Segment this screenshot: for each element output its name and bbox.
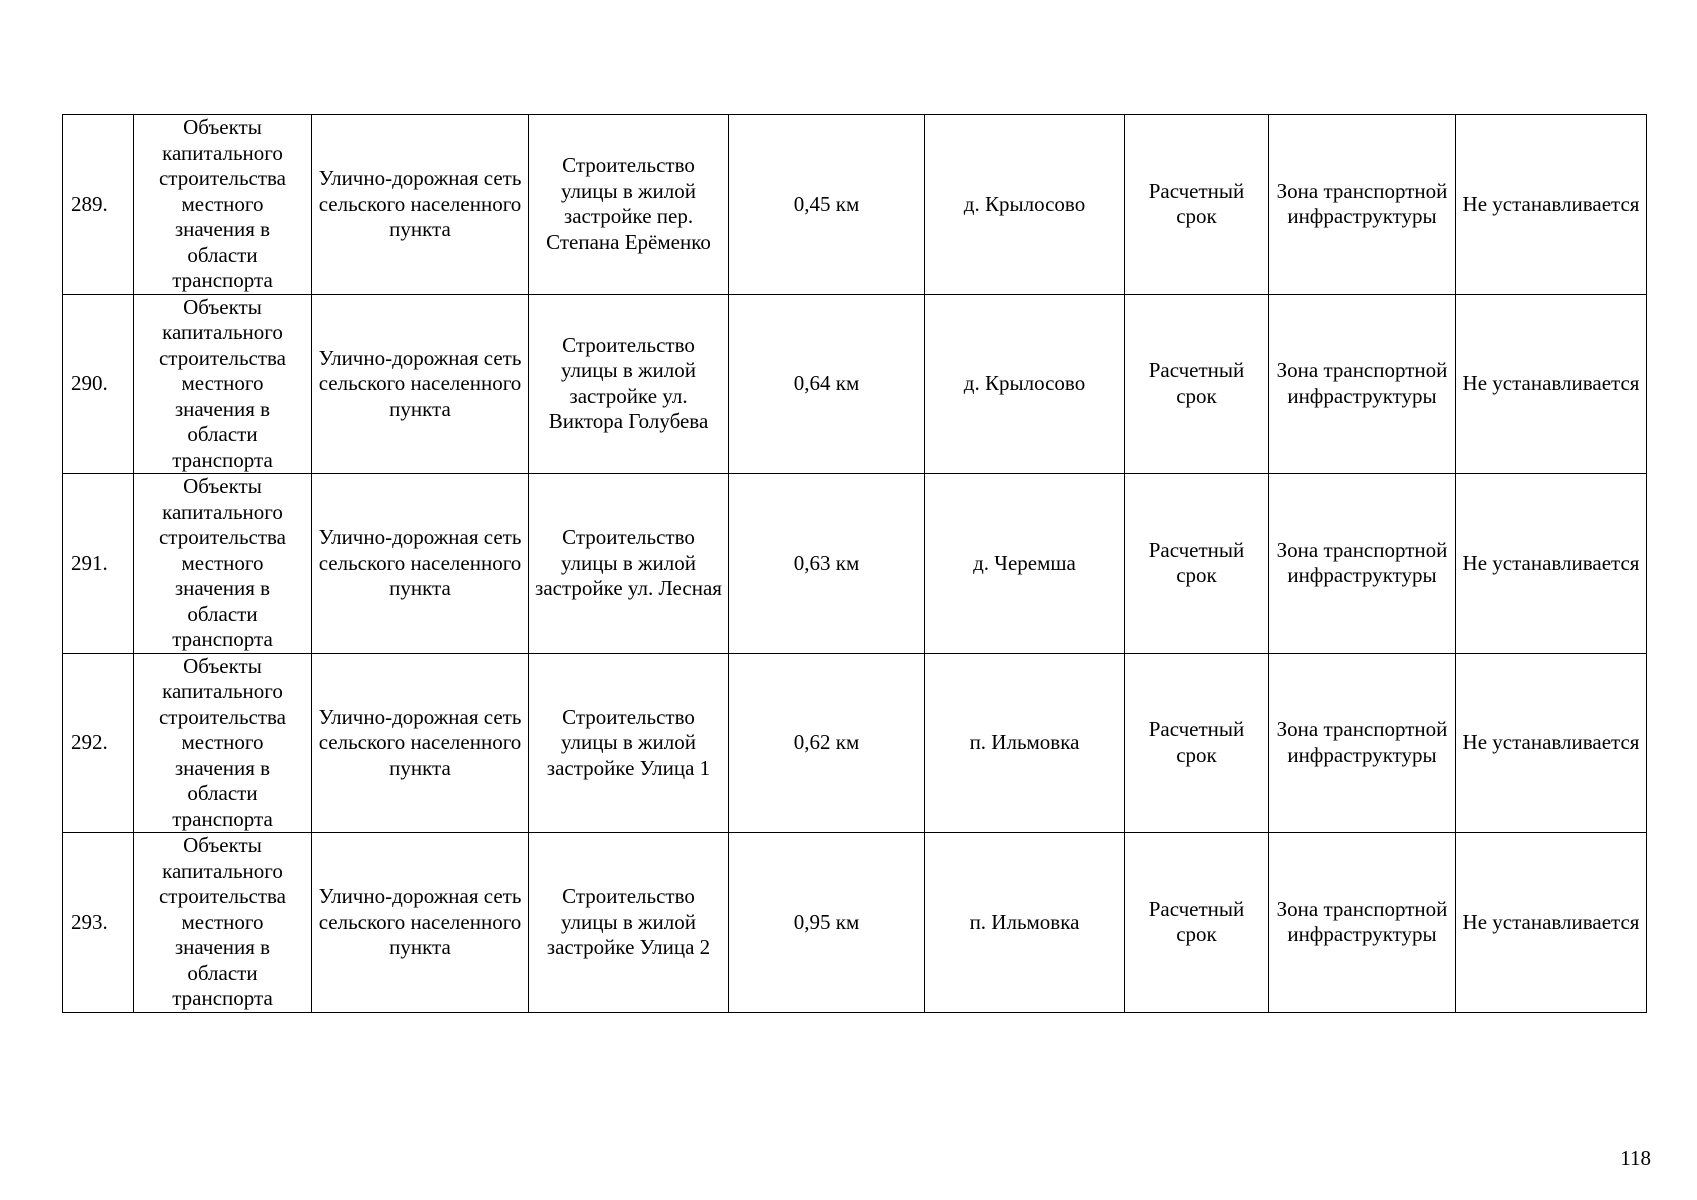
row-number: 293.	[71, 909, 108, 934]
object-name: Строительство улицы в жилой застройке ул. Лесная	[535, 525, 722, 600]
object-name: Строительство улицы в жилой застройке ул. Виктора Голубева	[548, 332, 709, 434]
object-name: Строительство улицы в жилой застройке Улица 2	[546, 884, 711, 959]
zone-cell	[1269, 115, 1456, 295]
object-location: п. Ильмовка	[969, 730, 1080, 754]
object-type: Улично-дорожная сеть сельского населенного пункта	[318, 884, 522, 959]
object-location: д. Крылосово	[963, 371, 1086, 395]
length-cell	[729, 115, 925, 295]
name-cell	[529, 653, 729, 833]
name-cell	[529, 115, 729, 295]
functional-zone: Зона транспортной инфраструктуры	[1276, 358, 1448, 408]
table-row	[63, 294, 1647, 474]
type-cell	[312, 653, 529, 833]
category-cell	[134, 115, 312, 295]
zone-cell	[1269, 294, 1456, 474]
term-cell	[1125, 294, 1269, 474]
zone-cell	[1269, 474, 1456, 654]
name-cell	[529, 474, 729, 654]
category-cell	[134, 294, 312, 474]
category-cell	[134, 474, 312, 654]
name-cell	[529, 833, 729, 1013]
term-cell	[1125, 653, 1269, 833]
table-row	[63, 474, 1647, 654]
object-name: Строительство улицы в жилой застройке пер. Степана Ерёменко	[546, 153, 711, 254]
term-cell	[1125, 833, 1269, 1013]
protection-cell	[1456, 833, 1647, 1013]
table-row	[63, 115, 1647, 295]
protection-cell	[1456, 115, 1647, 295]
object-type: Улично-дорожная сеть сельского населенного пункта	[318, 345, 522, 421]
object-length: 0,63 км	[793, 550, 860, 575]
object-category: Объекты капитального строительства местного значения в области транспорта	[158, 833, 286, 1010]
object-location: п. Ильмовка	[969, 909, 1080, 934]
location-cell	[925, 833, 1125, 1013]
row-number-cell	[63, 115, 134, 295]
protection-cell	[1456, 653, 1647, 833]
row-number: 290.	[71, 371, 108, 395]
protection-zone: Не устанавливается	[1462, 191, 1640, 216]
object-category: Объекты капитального строительства местного значения в области транспорта	[158, 474, 286, 651]
object-location: д. Крылосово	[963, 191, 1086, 216]
category-cell	[134, 653, 312, 833]
zone-cell	[1269, 833, 1456, 1013]
functional-zone: Зона транспортной инфраструктуры	[1276, 896, 1448, 947]
object-type: Улично-дорожная сеть сельского населенного пункта	[318, 525, 522, 600]
protection-zone: Не устанавливается	[1462, 550, 1640, 575]
row-number-cell	[63, 833, 134, 1013]
zone-cell	[1269, 653, 1456, 833]
row-number-cell	[63, 653, 134, 833]
table-row	[63, 833, 1647, 1013]
row-number-cell	[63, 294, 134, 474]
term-cell	[1125, 115, 1269, 295]
implementation-term: Расчетный срок	[1148, 537, 1245, 588]
term-cell	[1125, 474, 1269, 654]
length-cell	[729, 474, 925, 654]
object-type: Улично-дорожная сеть сельского населенного пункта	[318, 704, 522, 780]
protection-zone: Не устанавливается	[1462, 909, 1640, 934]
length-cell	[729, 294, 925, 474]
object-length: 0,95 км	[793, 909, 860, 934]
protection-cell	[1456, 294, 1647, 474]
object-length: 0,62 км	[793, 730, 860, 754]
row-number-cell	[63, 474, 134, 654]
protection-zone: Не устанавливается	[1462, 730, 1640, 754]
object-length: 0,64 км	[793, 371, 860, 395]
object-category: Объекты капитального строительства местного значения в области транспорта	[158, 653, 286, 831]
type-cell	[312, 294, 529, 474]
object-length: 0,45 км	[793, 191, 860, 216]
row-number: 291.	[71, 550, 108, 575]
functional-zone: Зона транспортной инфраструктуры	[1276, 178, 1448, 229]
implementation-term: Расчетный срок	[1148, 178, 1245, 229]
objects-table	[62, 114, 1647, 1013]
protection-cell	[1456, 474, 1647, 654]
location-cell	[925, 115, 1125, 295]
object-type: Улично-дорожная сеть сельского населенного пункта	[318, 166, 522, 241]
type-cell	[312, 115, 529, 295]
table-row	[63, 653, 1647, 833]
row-number: 289.	[71, 191, 108, 216]
length-cell	[729, 653, 925, 833]
object-category: Объекты капитального строительства местного значения в области транспорта	[158, 115, 286, 292]
implementation-term: Расчетный срок	[1148, 717, 1245, 767]
type-cell	[312, 833, 529, 1013]
location-cell	[925, 294, 1125, 474]
functional-zone: Зона транспортной инфраструктуры	[1276, 717, 1448, 767]
object-name: Строительство улицы в жилой застройке Улица 1	[546, 704, 711, 780]
type-cell	[312, 474, 529, 654]
location-cell	[925, 653, 1125, 833]
implementation-term: Расчетный срок	[1148, 896, 1245, 947]
length-cell	[729, 833, 925, 1013]
object-category: Объекты капитального строительства местного значения в области транспорта	[158, 294, 286, 472]
location-cell	[925, 474, 1125, 654]
row-number: 292.	[71, 730, 108, 754]
protection-zone: Не устанавливается	[1462, 371, 1640, 395]
category-cell	[134, 833, 312, 1013]
object-location: д. Черемша	[973, 550, 1076, 575]
functional-zone: Зона транспортной инфраструктуры	[1276, 537, 1448, 588]
implementation-term: Расчетный срок	[1148, 358, 1245, 408]
page-number: 118	[1620, 1146, 1651, 1170]
name-cell	[529, 294, 729, 474]
